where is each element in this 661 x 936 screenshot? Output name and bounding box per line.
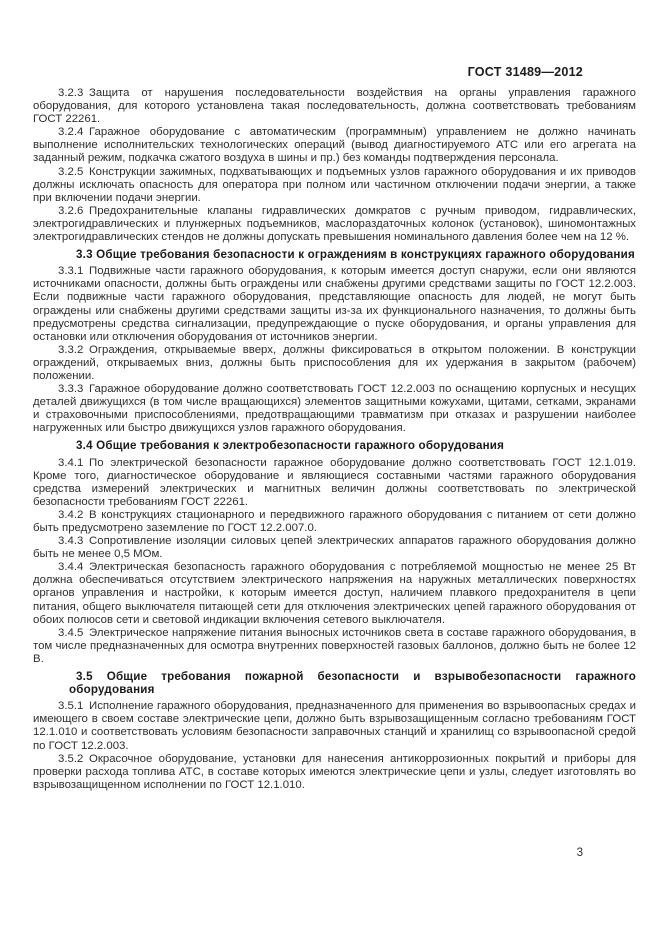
body-paragraph: 3.3.1 Подвижные части гаражного оборудования, к которым имеется доступ снаружи, если они являются источниками опасности, должны быть ограждены или снабжены другими средствами защиты по ГОСТ 12.2.003. Если подвижные части гаражного оборудования, представляющие опасность для людей, не могут быть ограждены или снабжены другими средствами защиты из-за их функционального назначения, то должны быть предусмотрены средства сигнализации, предупреждающие о пуске оборудования, и органы управления для остановки или отключения оборудования от источников энергии. bbox=[33, 265, 636, 343]
body-paragraph: 3.4.3 Сопротивление изоляции силовых цепей электрических аппаратов гаражного оборудования должно быть не менее 0,5 МОм. bbox=[33, 535, 636, 561]
body-paragraph: 3.5.2 Окрасочное оборудование, установки для нанесения антикоррозионных покрытий и приборы для проверки расхода топлива АТС, в составе которых имеются электрические цепи и узлы, следует изготовлять во взрывозащищенном исполнении по ГОСТ 12.1.010. bbox=[33, 752, 636, 791]
page-number: 3 bbox=[576, 847, 583, 859]
body-paragraph: 3.2.6 Предохранительные клапаны гидравлических домкратов с ручным приводом, гидравлических, электрогидравлических и плунжерных подъемников, маслораздаточных колонок (установок), шиномонтажных электрогидравлических стендов не должны допускать превышения номинального давления более чем на 12 %. bbox=[33, 204, 636, 244]
body-paragraph: 3.4.4 Электрическая безопасность гаражного оборудования с потребляемой мощностью не менее 25 Вт должна обеспечиваться отсутствием электрического напряжения на наружных металлических поверхностях органов управления и настройки, к которым имеется доступ, наличием плавкого предохранителя в цепи питания, общего выключателя питающей сети для отключения электрических цепей гаражного оборудования от обоих полюсов сети и световой индикации включения сетевого выключателя. bbox=[33, 561, 636, 626]
document-body bbox=[33, 87, 636, 792]
section-heading: 3.4 Общие требования к электробезопасности гаражного оборудования bbox=[76, 439, 505, 453]
body-paragraph: 3.5.1 Исполнение гаражного оборудования, предназначенного для применения во взрывоопасных средах и имеющего в своем составе электрические цепи, должно быть взрывозащищенным согласно требованиям ГОСТ 12.1.010 и соответствовать условиям безопасности заправочных станций и хранилищ со взрывоопасной средой по ГОСТ 12.2.003. bbox=[33, 700, 636, 752]
section-heading: 3.5 Общие требования пожарной безопасности и взрывобезопасности гаражного оборудования bbox=[69, 670, 636, 697]
body-paragraph: 3.4.5 Электрическое напряжение питания выносных источников света в составе гаражного оборудования, в том числе предназначенных для осмотра внутренних поверхностей газовых баллонов, должно быть не более 12 В. bbox=[33, 626, 636, 665]
standard-number-header: ГОСТ 31489—2012 bbox=[467, 65, 583, 79]
body-paragraph: 3.2.5 Конструкции зажимных, подхватывающих и подъемных узлов гаражного оборудования и их приводов должны исключать опасность для оператора при полном или частичном отключении подачи энергии, а также при включении подачи энергии. bbox=[33, 165, 636, 204]
body-paragraph: 3.3.2 Ограждения, открываемые вверх, должны фиксироваться в открытом положении. В конструкции ограждений, открываемых вниз, должны быть приспособления для их удержания в закрытом (рабочем) положении. bbox=[33, 343, 636, 382]
body-paragraph: 3.2.4 Гаражное оборудование с автоматическим (программным) управлением не должно начинать выполнение исполнительских технологических операций (вывод диагностируемого АТС или его агрегата на заданный режим, подкачка сжатого воздуха в шины и пр.) без команды подтверждения персонала. bbox=[33, 126, 636, 165]
body-paragraph: 3.3.3 Гаражное оборудование должно соответствовать ГОСТ 12.2.003 по оснащению корпусных и несущих деталей движущихся (в том числе вращающихся) элементов защитными кожухами, щитами, сетками, экранами и страховочными приспособлениями, предотвращающими травматизм при отказах и разрушении наиболее нагруженных или быстро движущихся узлов гаражного оборудования. bbox=[33, 383, 636, 435]
body-paragraph: 3.2.3 Защита от нарушения последовательности воздействия на органы управления гаражного оборудования, для которого установлена такая последовательность, должна соответствовать требованиям ГОСТ 22261. bbox=[33, 87, 636, 126]
body-paragraph: 3.4.2 В конструкциях стационарного и передвижного гаражного оборудования с питанием от сети должно быть предусмотрено заземление по ГОСТ 12.2.007.0. bbox=[33, 508, 636, 534]
section-heading: 3.3 Общие требования безопасности к ограждениям в конструкциях гаражного оборудования bbox=[76, 248, 635, 262]
body-paragraph: 3.4.1 По электрической безопасности гаражное оборудование должно соответствовать ГОСТ 12.1.019. Кроме того, диагностическое оборудование и являющиеся составными частями гаражного оборудования средства измерений электрических и магнитных величин должны соответствовать по электрической безопасности требованиям ГОСТ 22261. bbox=[33, 456, 636, 508]
